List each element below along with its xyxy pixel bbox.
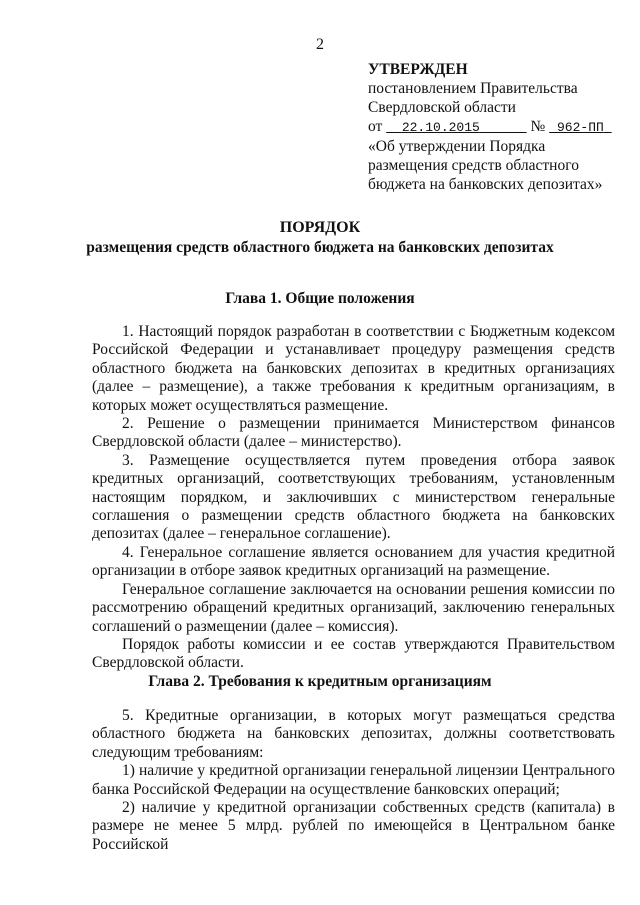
chapter-2-heading: Глава 2. Требования к кредитным организациям	[148, 673, 492, 690]
paragraph: 2. Решение о размещении принимается Министерством финансов Свердловской области (далее – министерство).	[92, 415, 615, 451]
paragraph: 3. Размещение осуществляется путем проведения отбора заявок кредитных организаций, соответствующих требованиям, установленным настоящим порядком, и заключивших с министерством генеральные соглашения о размещении средств областного бюджета на банковских депозитах (далее – генеральное соглашение).	[92, 451, 615, 543]
approval-doc-title: размещения средств областного	[368, 157, 579, 174]
page-number: 2	[316, 36, 324, 53]
paragraph: 2) наличие у кредитной организации собственных средств (капитала) в размере не менее 5 млрд. рублей по имеющейся в Центральном банке Российской	[92, 799, 615, 853]
document-title: ПОРЯДОК	[279, 219, 361, 236]
paragraph: 5. Кредитные организации, в которых могут размещаться средства областного бюджета на банковских депозитах, должны соответствовать следующим требованиям:	[92, 707, 615, 761]
approval-date-value: 22.10.2015	[401, 120, 480, 135]
approval-doc-title: «Об утверждении Порядка	[368, 138, 546, 155]
approval-doc-title: бюджета на банковских депозитах»	[368, 176, 603, 193]
approval-stamp	[368, 60, 612, 194]
paragraph: 1. Настоящий порядок разработан в соответствии с Бюджетным кодексом Российской Федерации и устанавливает процедуру размещения средств областного бюджета на банковских депозитах в кредитных организациях (далее – размещение), а также требования к кредитным организациям, в которых может осуществляться размещение.	[92, 323, 615, 414]
chapter-1-heading: Глава 1. Общие положения	[225, 290, 415, 307]
approval-line: Свердловской области	[368, 99, 516, 116]
approval-heading: УТВЕРЖДЕН	[368, 61, 468, 78]
paragraph: 4. Генеральное соглашение является основанием для участия кредитной организации в отборе заявок кредитных организаций на размещение.	[92, 543, 615, 580]
paragraph: Генеральное соглашение заключается на основании решения комиссии по рассмотрению обращений кредитных организаций, заключению генеральных соглашений о размещении (далее – комиссия).	[92, 580, 615, 635]
date-prefix: от	[368, 118, 383, 135]
approval-number-value: 962-ПП	[557, 120, 604, 135]
paragraph: 1) наличие у кредитной организации генеральной лицензии Центрального банка Российской Федерации на осуществление банковских операций;	[92, 762, 615, 798]
number-prefix: №	[530, 118, 546, 135]
paragraph: Порядок работы комиссии и ее состав утверждаются Правительством Свердловской области.	[92, 635, 615, 672]
approval-line: постановлением Правительства	[368, 80, 578, 97]
chapter-1-body	[92, 323, 615, 673]
approval-number	[549, 120, 611, 135]
approval-date-line	[368, 117, 612, 137]
chapter-2-body	[92, 707, 615, 854]
document-subtitle: размещения средств областного бюджета на банковских депозитах	[86, 239, 554, 256]
approval-date	[386, 120, 526, 135]
